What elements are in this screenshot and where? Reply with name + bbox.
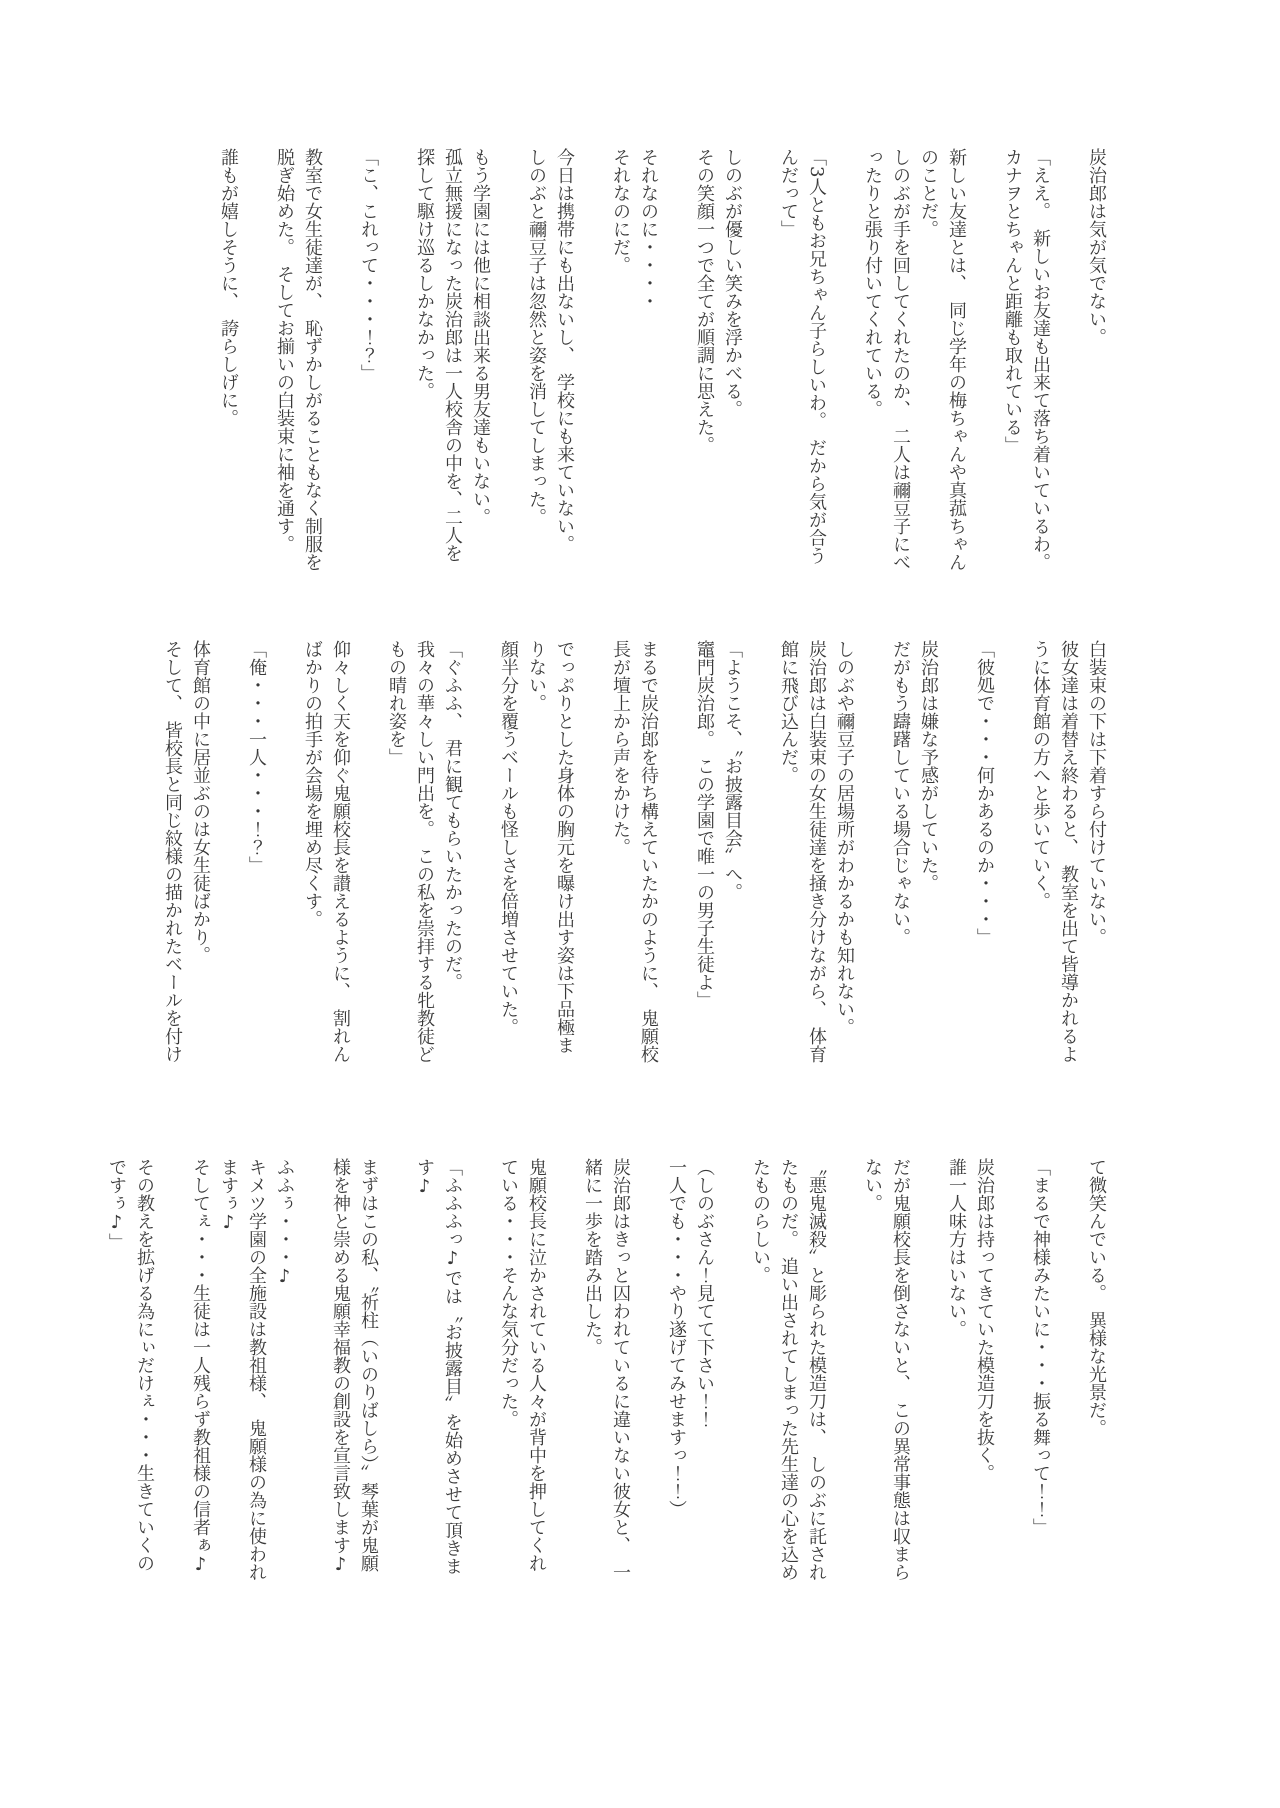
text-row-top (214, 148, 1110, 596)
text-column: 炭治郎は持ってきていた模造刀を抜く。 (974, 1158, 995, 1482)
text-column: それなのにだ。 (610, 148, 631, 274)
text-column: 彼女達は着替え終わると、 教室を出て皆導かれるよ (1058, 640, 1079, 1063)
column-gap (214, 640, 242, 1088)
text-column: 炭治郎は白装束の女生徒達を掻き分けながら、 体育 (806, 640, 827, 1063)
text-column: ない。 (862, 1158, 883, 1212)
text-column: 探して駆け巡るしかなかった。 (414, 148, 435, 400)
text-column: 竈門炭治郎。 この学園で唯一の男子生徒よ」 (694, 640, 715, 1009)
column-gap (746, 148, 774, 596)
text-column: 孤立無援になった炭治郎は一人校舎の中を、二人を (442, 148, 463, 562)
column-gap (830, 148, 858, 596)
column-gap (1054, 1158, 1082, 1610)
text-column: まるで炭治郎を待ち構えていたかのように、 鬼願校 (638, 640, 659, 1063)
text-column: もの晴れ姿を」 (386, 640, 407, 766)
column-gap (382, 148, 410, 596)
text-column: 仰々しく天を仰ぐ鬼願校長を讃えるように、 割れん (330, 640, 351, 1063)
text-column: す♪ (414, 1158, 435, 1197)
text-column: ますぅ♪ (218, 1158, 239, 1233)
text-column: 「ええ。 新しいお友達も出来て落ち着いているわ。 (1030, 148, 1051, 571)
text-column: 我々の華々しい門出を。 この私を崇拝する牝教徒ど (414, 640, 435, 1063)
text-column: カナヲとちゃんと距離も取れている」 (1002, 148, 1023, 454)
text-column: 脱ぎ始めた。 そしてお揃いの白装束に袖を通す。 (274, 148, 295, 553)
text-column: ている・・・そんな気分だった。 (498, 1158, 519, 1428)
text-row-middle (158, 640, 1110, 1088)
text-column: しのぶが手を回してくれたのか、 二人は禰豆子にべ (890, 148, 911, 571)
text-column: 「俺・・・一人・・・！？」 (246, 640, 267, 874)
column-gap (998, 640, 1026, 1088)
text-column: 炭治郎は気が気でない。 (1086, 148, 1107, 346)
text-column: のことだ。 (918, 148, 939, 238)
text-column: それなのに・・・・ (638, 148, 659, 310)
text-column: ですぅ♪」 (106, 1158, 127, 1251)
text-column: キメツ学園の全施設は教祖様、 鬼願様の為に使われ (246, 1158, 267, 1581)
column-gap (970, 148, 998, 596)
column-gap (942, 640, 970, 1088)
text-column: 誰一人味方はいない。 (946, 1158, 967, 1338)
text-column: 館に飛び込んだ。 (778, 640, 799, 784)
column-gap (662, 148, 690, 596)
column-gap (158, 1158, 186, 1610)
column-gap (578, 148, 606, 596)
text-column: んだって」 (778, 148, 799, 238)
text-row-bottom (102, 1158, 1110, 1610)
text-column: うに体育館の方へと歩いていく。 (1030, 640, 1051, 910)
text-column: 新しい友達とは、 同じ学年の梅ちゃんや真菰ちゃん (946, 148, 967, 571)
text-column: そしてぇ・・・生徒は一人残らず教祖様の信者ぁ♪ (190, 1158, 211, 1575)
column-gap (326, 148, 354, 596)
column-gap (466, 640, 494, 1088)
text-column: 緒に一歩を踏み出した。 (582, 1158, 603, 1356)
text-column: たものだ。 追い出されてしまった先生達の心を込め (778, 1158, 799, 1581)
column-gap (662, 640, 690, 1088)
text-column: 顔半分を覆うベールも怪しさを倍増させていた。 (498, 640, 519, 1036)
text-column: 〝悪鬼滅殺〟と彫られた模造刀は、 しのぶに託され (806, 1158, 827, 1581)
column-gap (354, 640, 382, 1088)
text-column: 今日は携帯にも出ないし、 学校にも来ていない。 (554, 148, 575, 553)
text-column: りない。 (526, 640, 547, 712)
text-column: まずはこの私、〝祈柱（いのりばしら）〟琴葉が鬼願 (358, 1158, 379, 1572)
text-column: その教えを拡げる為にぃだけぇ・・・生きていくの (134, 1158, 155, 1572)
text-column: 誰もが嬉しそうに、 誇らしげに。 (218, 148, 239, 427)
column-gap (550, 1158, 578, 1610)
column-gap (746, 640, 774, 1088)
text-column: 体育館の中に居並ぶのは女生徒ばかり。 (190, 640, 211, 964)
column-gap (718, 1158, 746, 1610)
text-column: 「彼処で・・・何かあるのか・・・」 (974, 640, 995, 946)
column-gap (998, 1158, 1026, 1610)
text-column: 教室で女生徒達が、 恥ずかしがることもなく制服を (302, 148, 323, 571)
text-column: 「3人ともお兄ちゃん子らしいわ。 だから気が合う (806, 148, 827, 565)
text-column: 一人でも・・・やり遂げてみせますっ！！） (666, 1158, 687, 1518)
column-gap (858, 640, 886, 1088)
text-column: 鬼願校長に泣かされている人々が背中を押してくれ (526, 1158, 547, 1572)
column-gap (494, 148, 522, 596)
text-column: しのぶや禰豆子の居場所がわかるかも知れない。 (834, 640, 855, 1036)
column-gap (578, 640, 606, 1088)
column-gap (270, 640, 298, 1088)
text-column: しのぶが優しい笑みを浮かべる。 (722, 148, 743, 418)
column-gap (466, 1158, 494, 1610)
text-column: 様を神と崇める鬼願幸福教の創設を宣言致します♪ (330, 1158, 351, 1575)
text-column: ばかりの拍手が会場を埋め尽くす。 (302, 640, 323, 928)
column-gap (382, 1158, 410, 1610)
column-gap (914, 1158, 942, 1610)
column-gap (298, 1158, 326, 1610)
text-column: 炭治郎は嫌な予感がしていた。 (918, 640, 939, 892)
text-column: 長が壇上から声をかけた。 (610, 640, 631, 856)
text-column: 「ふふふっ♪では〝お披露目〟を始めさせて頂きま (442, 1158, 463, 1575)
text-column: だが鬼願校長を倒さないと、 この異常事態は収まら (890, 1158, 911, 1581)
text-column: そして、 皆校長と同じ紋様の描かれたベールを付け (162, 640, 183, 1063)
column-gap (830, 1158, 858, 1610)
text-column: 「こ、これって・・・！？」 (358, 148, 379, 382)
column-gap (634, 1158, 662, 1610)
text-column: その笑顔一つで全てが順調に思えた。 (694, 148, 715, 454)
text-column: しのぶと禰豆子は忽然と姿を消してしまった。 (526, 148, 547, 526)
text-column: 「ようこそ、〝お披露目会〟へ。 (722, 640, 743, 901)
text-column: ふふぅ・・・♪ (274, 1158, 295, 1287)
text-column: だがもう躊躇している場合じゃない。 (890, 640, 911, 946)
text-column: ったりと張り付いてくれている。 (862, 148, 883, 418)
text-column: もう学園には他に相談出来る男友達もいない。 (470, 148, 491, 526)
text-column: （しのぶさん！見てて下さい！！ (694, 1158, 715, 1428)
text-column: 白装束の下は下着すら付けていない。 (1086, 640, 1107, 946)
text-column: て微笑んでいる。 異様な光景だ。 (1086, 1158, 1107, 1437)
text-column: 「まるで神様みたいに・・・振る舞って！！」 (1030, 1158, 1051, 1536)
text-column: たものらしい。 (750, 1158, 771, 1284)
column-gap (242, 148, 270, 596)
text-column: 「ぐふふ、 君に観てもらいたかったのだ。 (442, 640, 463, 991)
column-gap (1054, 148, 1082, 596)
text-column: でっぷりとした身体の胸元を曝け出す姿は下品極ま (554, 640, 575, 1054)
text-column: 炭治郎はきっと囚われているに違いない彼女と、 一 (610, 1158, 631, 1581)
